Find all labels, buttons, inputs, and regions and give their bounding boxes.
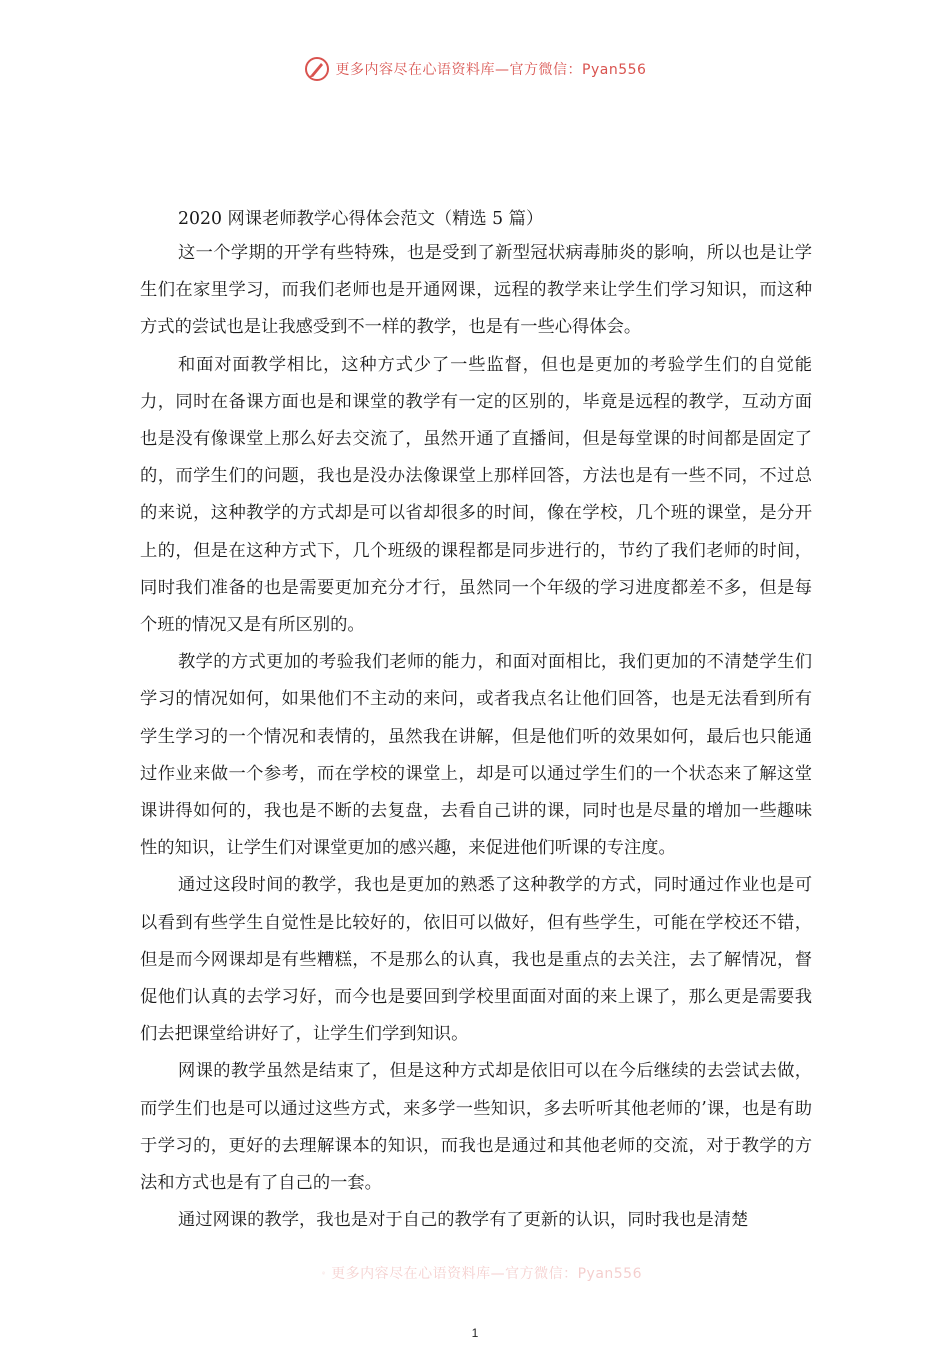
paragraph: 教学的方式更加的考验我们老师的能力，和面对面相比，我们更加的不清楚学生们学习的情况如何，如果他们不主动的来问，或者我点名让他们回答，也是无法看到所有学生学习的一个情况和表情的，虽然我在讲解，但是他们听的效果如何，最后也只能通过作业来做一个参考，而在学校的课堂上，却是可以通过学生们的一个状态来了解这堂课讲得如何的，我也是不断的去复盘，去看自己讲的课，同时也是尽量的增加一些趣味性的知识，让学生们对课堂更加的感兴趣，来促进他们听课的专注度。: [140, 652, 812, 859]
pen-logo-icon: [322, 1260, 325, 1286]
paragraph: 这一个学期的开学有些特殊，也是受到了新型冠状病毒肺炎的影响，所以也是让学生们在家里学习，而我们老师也是开通网课，远程的教学来让学生们学习知识，而这种方式的尝试也是让我感受到不一样的教学，也是有一些心得体会。: [140, 243, 812, 338]
pen-logo-icon: [304, 56, 330, 82]
paragraph: 通过网课的教学，我也是对于自己的教学有了更新的认识，同时我也是清楚: [178, 1210, 749, 1231]
page-number: 1: [471, 1326, 479, 1340]
paragraph: 网课的教学虽然是结束了，但是这种方式却是依旧可以在今后继续的去尝试去做，而学生们也是可以通过这些方式，来多学一些知识，多去听听其他老师的’课，也是有助于学习的，更好的去理解课本的知识，而我也是通过和其他老师的交流，对于教学的方法和方式也是有了自己的一套。: [140, 1061, 812, 1194]
header-text: 更多内容尽在心语资料库—官方微信：Pyan556: [335, 62, 647, 78]
paragraph: 通过这段时间的教学，我也是更加的熟悉了这种教学的方式，同时通过作业也是可以看到有些学生自觉性是比较好的，依旧可以做好，但有些学生，可能在学校还不错，但是而今网课却是有些糟糕，不是那么的认真，我也是重点的去关注，去了解情况，督促他们认真的去学习好，而今也是要回到学校里面面对面的来上课了，那么更是需要我们去把课堂给讲好了，让学生们学到知识。: [140, 875, 812, 1045]
watermark: [322, 1258, 642, 1288]
watermark-text: 更多内容尽在心语资料库—官方微信：Pyan556: [331, 1266, 642, 1282]
document-title: 2020 网课老师教学心得体会范文（精选 5 篇）: [178, 209, 544, 229]
document-body: [140, 203, 812, 1239]
page-header: [0, 52, 950, 86]
paragraph: 和面对面教学相比，这种方式少了一些监督，但也是更加的考验学生们的自觉能力，同时在备课方面也是和课堂的教学有一定的区别的，毕竟是远程的教学，互动方面也是没有像课堂上那么好去交流了，虽然开通了直播间，但是每堂课的时间都是固定了的，而学生们的问题，我也是没办法像课堂上那样回答，方法也是有一些不同，不过总的来说，这种教学的方式却是可以省却很多的时间，像在学校，几个班的课堂，是分开上的，但是在这种方式下，几个班级的课程都是同步进行的，节约了我们老师的时间，同时我们准备的也是需要更加充分才行，虽然同一个年级的学习进度都差不多，但是每个班的情况又是有所区别的。: [140, 354, 812, 636]
